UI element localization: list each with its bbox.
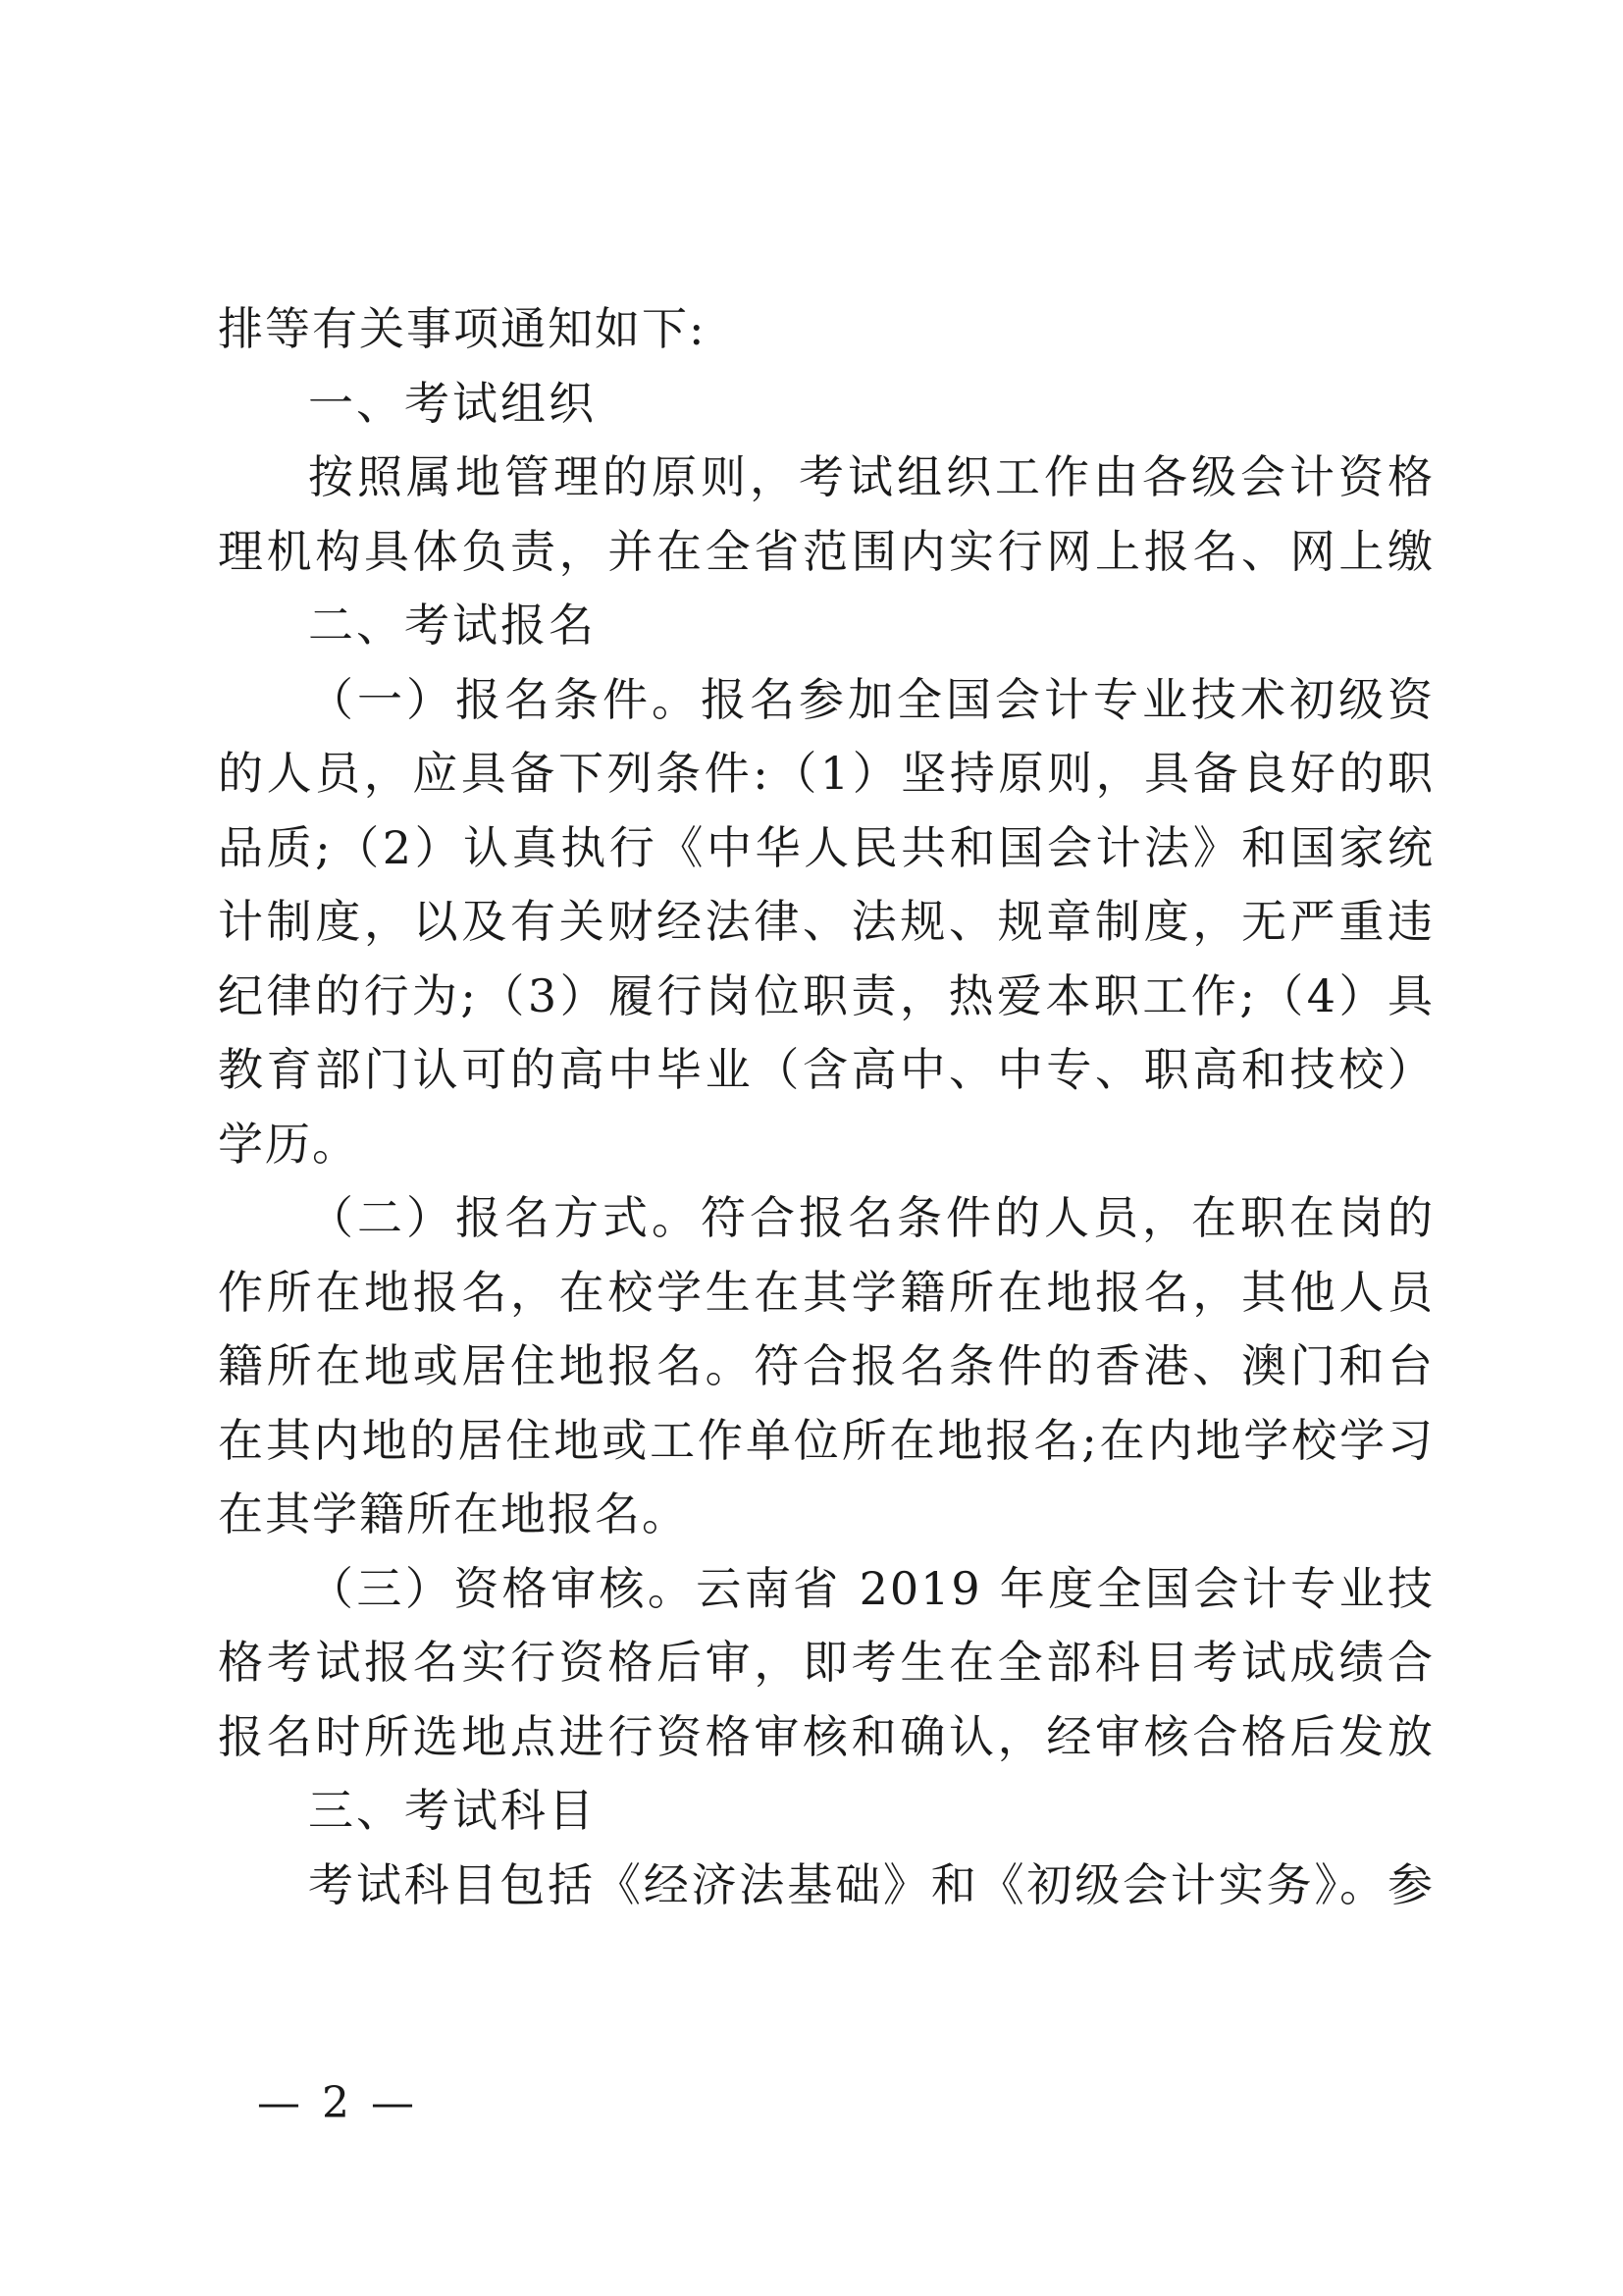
paragraph-line: 教育部门认可的高中毕业（含高中、中专、职高和技校） [218, 1043, 1435, 1096]
section-heading: 一、考试组织 [308, 376, 597, 430]
section-heading: 三、考试科目 [308, 1784, 597, 1837]
paragraph-line: 排等有关事项通知如下: [218, 302, 707, 355]
paragraph-line: 纪律的行为;（3）履行岗位职责，热爱本职工作;（4）具 [218, 968, 1435, 1022]
paragraph-line: 在其学籍所在地报名。 [218, 1487, 689, 1540]
document-body [218, 292, 1435, 1922]
paragraph-line: （二）报名方式。符合报名条件的人员，在职在岗的 [308, 1191, 1435, 1244]
paragraph-line: 的人员，应具备下列条件:（1）坚持原则，具备良好的职 [218, 747, 1435, 800]
paragraph-line: 计制度，以及有关财经法律、法规、规章制度，无严重违 [218, 895, 1435, 948]
paragraph-line: 在其内地的居住地或工作单位所在地报名;在内地学校学习 [218, 1413, 1435, 1467]
paragraph-line: 理机构具体负责，并在全省范围内实行网上报名、网上缴 [218, 524, 1435, 578]
paragraph-line: （一）报名条件。报名参加全国会计专业技术初级资 [308, 672, 1435, 726]
paragraph-line: （三）资格审核。云南省 2019 年度全国会计专业技 [308, 1561, 1435, 1615]
paragraph-line: 学历。 [218, 1117, 359, 1171]
paragraph-line: 作所在地报名，在校学生在其学籍所在地报名，其他人员 [218, 1265, 1435, 1319]
section-heading: 二、考试报名 [308, 599, 597, 652]
paragraph-line: 报名时所选地点进行资格审核和确认，经审核合格后发放 [218, 1709, 1435, 1763]
page-number: — 2 — [257, 2078, 418, 2128]
paragraph-line: 考试科目包括《经济法基础》和《初级会计实务》。参 [308, 1857, 1435, 1911]
paragraph-line: 品质;（2）认真执行《中华人民共和国会计法》和国家统 [218, 820, 1435, 874]
paragraph-line: 籍所在地或居住地报名。符合报名条件的香港、澳门和台 [218, 1339, 1435, 1392]
paragraph-line: 按照属地管理的原则，考试组织工作由各级会计资格 [308, 450, 1435, 503]
paragraph-line: 格考试报名实行资格后审，即考生在全部科目考试成绩合 [218, 1636, 1435, 1689]
